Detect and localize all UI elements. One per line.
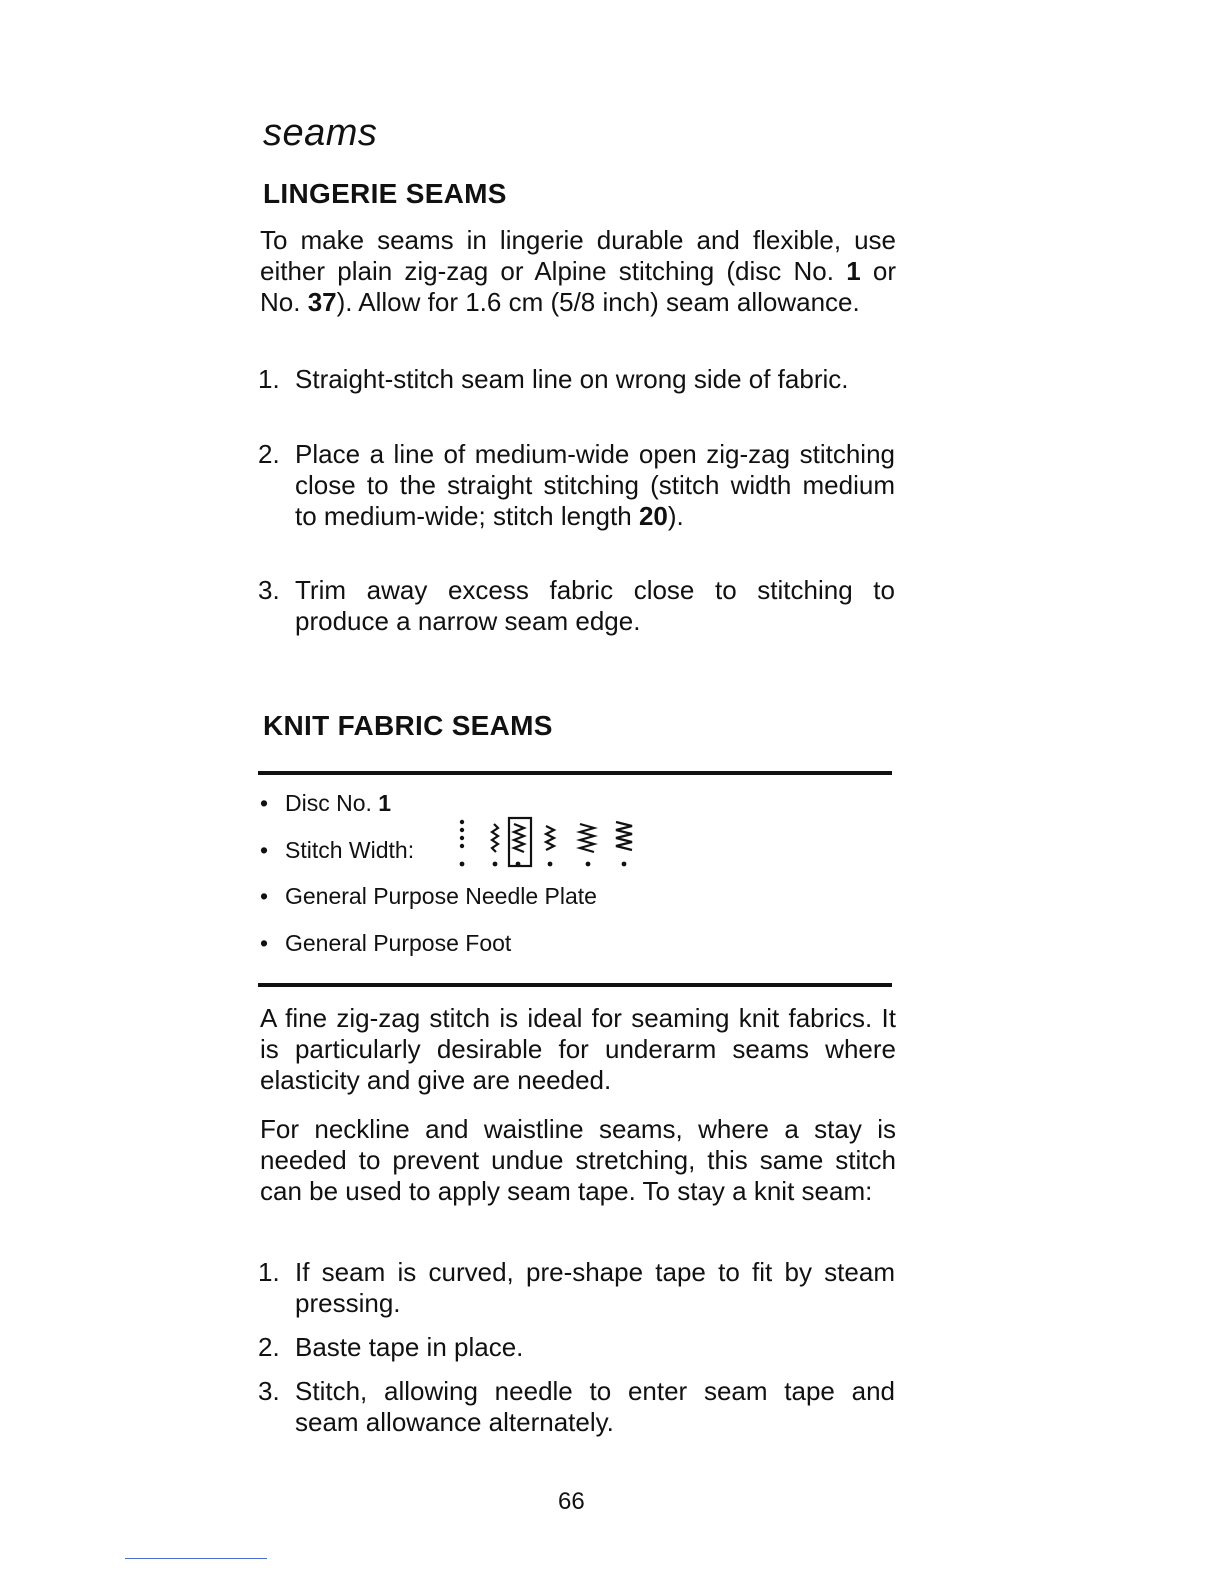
disc-number-37: 37 <box>307 287 337 317</box>
intro-text-3: ). Allow for 1.6 cm (5/8 inch) seam allowance. <box>336 287 860 317</box>
bullet-icon: • <box>260 790 269 816</box>
page-number: 66 <box>558 1488 585 1515</box>
step-number: 3. <box>258 575 280 605</box>
setting-stitch-width <box>260 837 414 864</box>
setting-foot <box>260 930 511 957</box>
bullet-icon: • <box>260 930 269 956</box>
setting-label: General Purpose Foot <box>285 930 512 956</box>
step-text: Trim away excess fabric close to stitching to produce a narrow seam edge. <box>295 575 895 636</box>
setting-label: General Purpose Needle Plate <box>285 883 597 909</box>
step-number: 2. <box>258 1332 280 1362</box>
step-text <box>295 439 895 532</box>
step-text-part: Place a line of medium-wide open zig-zag stitching close to the straight stitching (stitch width medium to medium-wide; stitch length <box>295 439 895 531</box>
step-text-part: ). <box>667 501 684 531</box>
setting-label: Disc No. <box>285 790 379 816</box>
knit-paragraph-2: For neckline and waistline seams, where a stay is needed to prevent undue stretching, this same stitch can be used to apply seam tape. To stay a knit seam: <box>260 1114 896 1206</box>
step-number: 2. <box>258 439 280 469</box>
step-number: 1. <box>258 1257 280 1287</box>
intro-text-2: or No. <box>260 256 896 317</box>
step-text: Straight-stitch seam line on wrong side of fabric. <box>295 364 849 394</box>
step-text: If seam is curved, pre-shape tape to fit by steam pressing. <box>295 1257 895 1318</box>
disc-number-1: 1 <box>846 256 861 286</box>
setting-value: 1 <box>378 790 392 816</box>
machine-settings-list <box>260 788 890 968</box>
lingerie-seams-heading: LINGERIE SEAMS <box>263 178 507 209</box>
step-text: Stitch, allowing needle to enter seam tape and seam allowance alternately. <box>295 1376 895 1437</box>
intro-text-1: To make seams in lingerie durable and flexible, use either plain zig-zag or Alpine stitching (disc No. <box>260 225 896 286</box>
settings-top-rule <box>258 771 892 775</box>
knit-fabric-seams-heading: KNIT FABRIC SEAMS <box>263 710 553 741</box>
stitch-width-selector-icon <box>454 816 644 868</box>
knit-paragraph-1: A fine zig-zag stitch is ideal for seaming knit fabrics. It is particularly desirable for underarm seams where elasticity and give are needed. <box>260 1003 896 1095</box>
setting-needle-plate <box>260 883 597 910</box>
step-number: 3. <box>258 1376 280 1406</box>
lingerie-intro-paragraph <box>260 225 896 318</box>
bullet-icon: • <box>260 883 269 909</box>
step-number: 1. <box>258 364 280 394</box>
section-title: seams <box>263 112 378 154</box>
setting-disc <box>260 790 391 817</box>
setting-label: Stitch Width: <box>285 837 415 863</box>
stitch-length-value: 20 <box>638 501 668 531</box>
settings-bottom-rule <box>258 983 892 987</box>
footer-line <box>125 1558 267 1559</box>
bullet-icon: • <box>260 837 269 863</box>
step-text: Baste tape in place. <box>295 1332 524 1362</box>
